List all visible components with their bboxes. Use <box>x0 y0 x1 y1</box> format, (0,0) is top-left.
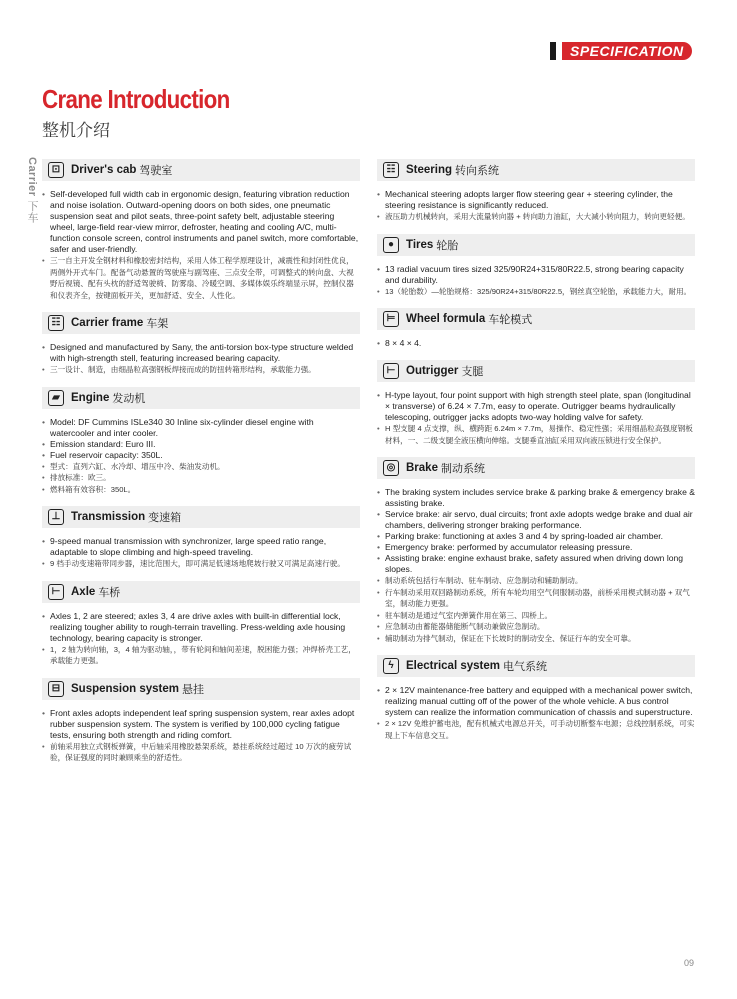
section-title-cn: 转向系统 <box>455 165 500 177</box>
section-header <box>377 234 695 256</box>
spec-section <box>42 506 360 570</box>
bullet-list <box>42 611 360 667</box>
bullet-list <box>42 189 360 301</box>
section-title-cn: 驾驶室 <box>139 165 173 177</box>
bullet-en: • Emergency brake: performed by accumulator releasing pressure. <box>377 542 695 553</box>
badge-label: SPECIFICATION <box>562 42 692 60</box>
bullet-cn: • 型式：直列六缸、水冷却、增压中冷、柴油发动机。 <box>42 461 360 473</box>
bullet-cn: • 1，2 轴为转向轴，3，4 轴为驱动轴，，带有轮间和轴间差速，脱困能力强；冲焊桥壳工艺，承载能力更强。 <box>42 644 360 667</box>
section-title-cn: 制动系统 <box>440 463 485 475</box>
spec-section <box>42 581 360 667</box>
axle-icon: ⊢ <box>48 584 64 600</box>
spec-section <box>377 457 695 644</box>
bullet-cn: • 行车制动采用双回路制动系统，所有车轮均用空气伺服制动器，前桥采用楔式制动器 + 双气室，制动能力更强。 <box>377 587 695 610</box>
steering-icon: ☷ <box>383 162 399 178</box>
side-label-en: Carrier <box>26 157 38 197</box>
bullet-list <box>377 487 695 644</box>
spec-section <box>42 387 360 496</box>
spec-section <box>377 655 695 741</box>
engine-icon: ▰ <box>48 390 64 406</box>
bullet-cn: • 液压助力机械转向，采用大流量转向器 + 转向助力油缸，大大减小转向阻力，转向更轻便。 <box>377 211 695 223</box>
side-label <box>24 157 40 223</box>
bullet-en: • The braking system includes service brake & parking brake & emergency brake & assisting brake. <box>377 487 695 509</box>
section-title: Carrier frame <box>71 317 144 329</box>
gear-shift-icon: ⊥ <box>48 509 64 525</box>
section-header <box>42 678 360 700</box>
section-title-cn: 发动机 <box>112 392 146 405</box>
section-title: Transmission <box>71 511 146 523</box>
section-header <box>377 457 695 479</box>
section-title: Steering <box>406 164 453 176</box>
bullet-cn: • 三一自主开发全钢材料和橡胶密封结构，采用人体工程学原理设计，减震性和封闭性优良，两侧外开式车门。配备气动悬置的驾驶座与副驾座、三点安全带，可调整式的转向盘、大视野后视镜、配有头枕的舒适驾驶椅、防雾扇、冷暖空调、多媒体娱乐终端显示屏，控制仪器和仪表齐全，按键面板开关，更加舒适、安全、人性化。 <box>42 255 360 301</box>
bullet-en: • Model: DF Cummins ISLe340 30 Inline six-cylinder diesel engine with watercooler and inter cooler. <box>42 417 360 439</box>
bullet-list <box>377 264 695 298</box>
outrigger-icon: ⊢ <box>383 363 399 379</box>
cab-icon: ⊡ <box>48 162 64 178</box>
bullet-cn: • 辅助制动为排气制动，保证在下长坡时的制动安全、保证行车的安全可靠。 <box>377 633 695 645</box>
bullet-en: • 13 radial vacuum tires sized 325/90R24+315/80R22.5, strong bearing capacity and durability. <box>377 264 695 286</box>
section-header <box>377 360 695 382</box>
tire-icon: ● <box>383 237 399 253</box>
section-title-cn: 变速箱 <box>148 512 182 524</box>
page-title: Crane Introduction <box>42 84 230 114</box>
section-header <box>42 312 360 334</box>
section-header <box>377 308 695 330</box>
section-header <box>42 387 360 409</box>
bullet-cn: • 燃料箱有效容积：350L。 <box>42 484 360 496</box>
bullet-en: • Self-developed full width cab in ergonomic design, featuring vibration reduction and noise isolation. Outward-opening doors on both sides, one pneumatic suspension seat and pilot seats, three-point safety belt, adjustable steering wheel, large-field rear-view mirror, defroster, heating and cooling A/C, multi-function console screen, control instruments and panel switch, more comfortable, safer and user-friendly. <box>42 189 360 255</box>
bullet-en: • 2 × 12V maintenance-free battery and equipped with a mechanical power switch, realizing manual cutting off of the power of the whole vehicle. A bus control system can realize the information communication of chassis and superstructure. <box>377 685 695 718</box>
side-label-cn: 下车 <box>26 200 38 224</box>
bullet-en: • 8 × 4 × 4. <box>377 338 695 349</box>
bullet-list <box>377 390 695 446</box>
brake-icon: ◎ <box>383 460 399 476</box>
bullet-cn: • 三一设计、制造，由细晶粒高强钢板焊接而成的防扭转箱形结构，承载能力强。 <box>42 364 360 376</box>
spec-section <box>42 312 360 376</box>
section-title-cn: 电气系统 <box>502 661 547 673</box>
bullet-en: • Designed and manufactured by Sany, the anti-torsion box-type structure welded with high-strength stell, featuring increased bearing capacity. <box>42 342 360 364</box>
spec-section <box>377 360 695 446</box>
badge-bar <box>550 42 556 60</box>
bullet-list <box>377 338 695 349</box>
specification-badge <box>550 42 692 60</box>
bullet-cn: • H 型支腿 4 点支撑，纵、横跨距 6.24m × 7.7m，易操作、稳定性强；采用细晶粒高强度钢板材料，一、二级支腿全液压横向伸缩。支腿垂直油缸采用双向液压锁进行安全保护。 <box>377 423 695 446</box>
bullet-en: • 9-speed manual transmission with synchronizer, large speed ratio range, adaptable to slope climbing and high-speed traveling. <box>42 536 360 558</box>
section-title: Engine <box>71 391 110 404</box>
bullet-cn: • 13（轮胎数）—轮胎规格：325/90R24+315/80R22.5，钢丝真空轮胎，承载能力大，耐用。 <box>377 286 695 298</box>
bullet-en: • Service brake: air servo, dual circuits; front axle adopts wedge brake and dual air chambers, delivering stronger braking performance. <box>377 509 695 531</box>
bullet-en: • Fuel reservoir capacity: 350L. <box>42 450 360 461</box>
frame-icon: ☷ <box>48 315 64 331</box>
bullet-en: • Front axles adopts independent leaf spring suspension system, rear axles adopt rubber suspension system. The system is verified by 100,000 cycling fatigue tests, ensuring both strength and riding comfort. <box>42 708 360 741</box>
section-title: Brake <box>406 462 438 474</box>
section-title-cn: 悬挂 <box>182 683 205 696</box>
section-title: Wheel formula <box>406 313 486 325</box>
section-header <box>42 506 360 528</box>
bullet-list <box>42 708 360 764</box>
bullet-en: • Axles 1, 2 are steered; axles 3, 4 are drive axles with built-in differential lock, realizing tougher ability to rough-terrain travelling. Press-welding axle housing technology, bearing capacity is stronger. <box>42 611 360 644</box>
bullet-list <box>377 685 695 741</box>
section-header <box>377 159 695 181</box>
section-title-cn: 车桥 <box>98 586 121 599</box>
bullet-list <box>42 536 360 570</box>
section-title-cn: 车架 <box>146 318 169 330</box>
wheel-formula-icon: ⊨ <box>383 311 399 327</box>
bullet-en: • Emission standard: Euro III. <box>42 439 360 450</box>
bullet-cn: • 前轴采用独立式钢板弹簧，中后轴采用橡胶悬架系统，悬挂系统经过超过 10 万次的疲劳试验，保证强度的同时兼顾乘坐的舒适性。 <box>42 741 360 764</box>
bullet-list <box>377 189 695 223</box>
spec-section <box>377 308 695 349</box>
section-title: Driver's cab <box>71 164 137 176</box>
bullet-en: • Assisting brake: engine exhaust brake, safety assured when driving down long slopes. <box>377 553 695 575</box>
section-title-cn: 轮胎 <box>436 239 459 252</box>
suspension-icon: ⊟ <box>48 681 64 697</box>
section-header <box>42 581 360 603</box>
page-number: 09 <box>684 958 695 968</box>
bullet-en: • Mechanical steering adopts larger flow steering gear + steering cylinder, the steering resistance is significantly reduced. <box>377 189 695 211</box>
bullet-cn: • 驻车制动是通过气室内弹簧作用在第三、四桥上。 <box>377 610 695 622</box>
lightning-icon: ϟ <box>383 658 399 674</box>
bullet-cn: • 制动系统包括行车制动、驻车制动、应急制动和辅助制动。 <box>377 575 695 587</box>
bullet-list <box>42 342 360 376</box>
section-title: Electrical system <box>406 660 500 672</box>
bullet-en: • Parking brake: functioning at axles 3 and 4 by spring-loaded air chamber. <box>377 531 695 542</box>
spec-section <box>377 159 695 223</box>
section-title-cn: 支腿 <box>461 366 484 378</box>
section-title: Outrigger <box>406 365 459 377</box>
bullet-cn: • 应急制动由蓄能器储能断气制动兼做应急制动。 <box>377 621 695 633</box>
spec-section <box>42 678 360 764</box>
section-title-cn: 车轮模式 <box>488 314 533 326</box>
spec-section <box>42 159 360 301</box>
bullet-cn: • 9 档手动变速箱带同步器，速比范围大，即可满足低速场地爬坡行驶又可满足高速行驶。 <box>42 558 360 570</box>
page-subtitle: 整机介绍 <box>42 121 110 140</box>
section-header <box>377 655 695 677</box>
section-title: Axle <box>71 585 96 598</box>
bullet-en: • H-type layout, four point support with high strength steel plate, span (longitudinal × transverse) of 6.24 × 7.7m, easy to operate. Outrigger beams hydraulically telescoping, outrigger jacks adopts two-way holding valve for safety. <box>377 390 695 423</box>
bullet-list <box>42 417 360 496</box>
spec-section <box>377 234 695 298</box>
section-title: Suspension system <box>71 682 180 695</box>
left-column <box>42 159 360 775</box>
section-title: Tires <box>406 238 434 251</box>
bullet-cn: • 2 × 12V 免维护蓄电池，配有机械式电源总开关，可手动切断整车电源；总线控制系统，可实现上下车信息交互。 <box>377 718 695 741</box>
bullet-cn: • 排放标准：欧三。 <box>42 472 360 484</box>
section-header <box>42 159 360 181</box>
right-column <box>377 159 695 752</box>
